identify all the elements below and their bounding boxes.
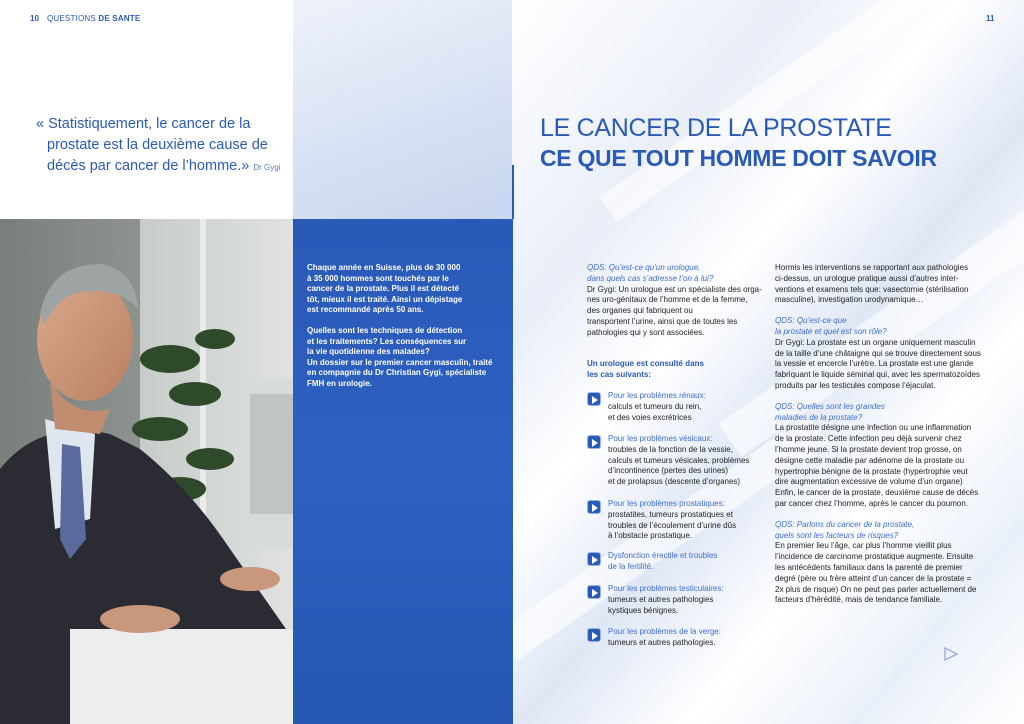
play-icon (587, 628, 601, 642)
section-name: DE SANTE (98, 14, 141, 23)
case-item-erectile (587, 551, 767, 573)
item-body: et de prolapsus (descente d’organes) (608, 477, 741, 487)
answer-line: produits par les testicules compose l’éjaculat. (775, 380, 936, 390)
question-line: quels sont les facteurs de risques? (775, 530, 899, 540)
answer-line: Hormis les interventions se rapportant aux pathologies (775, 263, 968, 272)
intro-line: et les traitements? Les conséquences sur (307, 336, 467, 346)
case-item-penis (587, 627, 767, 649)
answer-line: degré (père ou frère atteint d’un cancer de la prostate = (775, 573, 972, 583)
quote-line-1: « Statistiquement, le cancer de la (36, 116, 251, 132)
quote-line-3-text: décès par cancer de l’homme.» (47, 158, 250, 174)
question-line: QDS: Qu’est-ce qu’un urologue, (587, 263, 701, 272)
intro-line: cancer de la prostate. Plus il est détecté (307, 284, 460, 294)
intro-line: la vie quotidienne des malades? (307, 347, 430, 357)
item-label: Pour les problèmes vésicaux: (608, 434, 713, 443)
item-label: Pour les problèmes de la verge: (608, 627, 721, 636)
answer-line: dire augmentation excessive de volume d’un organe) (775, 477, 963, 487)
intro-line: en compagnie du Dr Christian Gygi, spécialiste (307, 368, 487, 378)
right-page-number: 11 (986, 14, 995, 23)
answer-line: fabriquant le liquide séminal qui, avec les spermatozoïdes (775, 370, 981, 380)
left-page-number: 10 (30, 14, 39, 23)
answer-line: Dr Gygi: Un urologue est un spécialiste des orga- (587, 284, 762, 294)
question-line: la prostate et quel est son rôle? (775, 326, 887, 336)
item-label: Pour les problèmes prostatiques: (608, 499, 725, 508)
pull-quote (36, 114, 281, 178)
article-subtitle: CE QUE TOUT HOMME DOIT SAVOIR (540, 145, 937, 171)
answer-line: ventions et examens tels que: vasectomie (stérilisation (775, 284, 969, 294)
item-body: calculs et tumeurs vésicales, problèmes (608, 455, 750, 465)
article-title: LE CANCER DE LA PROSTATE (540, 114, 892, 142)
question-line: dans quels cas s’adresse t’on à lui? (587, 273, 714, 283)
play-icon (587, 392, 601, 406)
case-item-testicular (587, 584, 767, 616)
item-body: troubles de l’écoulement d’urine dûs (608, 520, 737, 530)
play-icon (587, 552, 601, 566)
subhead-line: Un urologue est consulté dans (587, 359, 704, 368)
question-line: maladies de la prostate? (775, 412, 863, 422)
left-page-background (0, 0, 293, 218)
qa-risk-factors (775, 520, 1005, 606)
case-item-bladder (587, 434, 767, 488)
play-icon (587, 500, 601, 514)
answer-line: 2x plus de risque) On ne peut pas parler actuellement de (775, 584, 977, 594)
answer-line: La prostatite désigne une infection ou une inflammation (775, 423, 972, 433)
quote-line-2: prostate est la deuxième cause de (47, 137, 268, 153)
answer-line: nes uro-génitaux de l’homme et de la femme, (587, 295, 748, 305)
item-label: Pour les problèmes rénaux: (608, 391, 706, 400)
intro-text (307, 263, 507, 400)
qa-prostate-role (775, 316, 1005, 392)
answer-line: pathologies qui y sont associées. (587, 327, 705, 337)
answer-line: ci-dessus, un urologue pratique aussi d’autres inter- (775, 273, 959, 283)
column-1 (587, 263, 767, 349)
answer-line: des organes qui fabriquent ou (587, 306, 693, 316)
item-body: tumeurs et autres pathologies (608, 594, 714, 604)
item-body: calculs et tumeurs du rein, (608, 401, 702, 411)
answer-line: Enfin, le cancer de la prostate, deuxième cause de décès (775, 488, 979, 498)
subhead-line: les cas suivants: (587, 369, 652, 379)
item-label: Pour les problèmes testiculaires: (608, 584, 724, 593)
question-line: QDS: Quelles sont les grandes (775, 401, 885, 411)
item-body: kystiques bénignes. (608, 605, 679, 615)
item-body: troubles de la fonction de la vessie, (608, 444, 733, 454)
intro-line: Chaque année en Suisse, plus de 30 000 (307, 263, 461, 272)
running-header (47, 14, 140, 23)
answer-line: par cancer chez l’homme, après le cancer du poumon. (775, 498, 968, 508)
answer-line: de la prostate. Cette infection peu déjà survenir chez (775, 434, 962, 444)
intro-paragraph-2 (307, 326, 507, 390)
question-line: QDS: Qu’est-ce que (775, 316, 847, 326)
answer-line: hypertrophie bénigne de la prostate (hypertrophie veut (775, 466, 968, 476)
intro-line: Quelles sont les techniques de détection (307, 325, 463, 335)
answer-line: les antécédents familiaux dans la parenté de premier (775, 562, 963, 572)
title-accent-bar (512, 165, 514, 219)
interventions-paragraph (775, 263, 1005, 306)
section-prefix: QUESTIONS (47, 14, 96, 23)
case-item-kidney (587, 391, 767, 423)
case-item-prostate (587, 499, 767, 542)
answer-line: désigne cette maladie par adénome de la prostate ou (775, 455, 965, 465)
answer-line: masculine), investigation urodynamique… (775, 295, 924, 305)
item-label: de la fertilité. (608, 561, 654, 571)
answer-line: facteurs d’hérédité, mais de tendance familiale. (775, 595, 943, 605)
intro-line: Un dossier sur le premier cancer masculin, traité (307, 357, 493, 367)
answer-line: l’incidence de carcinome prostatique augmente. Ensuite (775, 552, 974, 562)
qa-prostate-diseases (775, 402, 1005, 510)
answer-line: la vessie et encercle l’urètre. La prostate est une glande (775, 359, 974, 369)
answer-line: l’homme jeune. Si la prostate devient trop grosse, on (775, 444, 962, 454)
item-body: prostatites, tumeurs prostatiques et (608, 509, 733, 519)
answer-line: Dr Gygi: La prostate est un organe uniquement masculin (775, 337, 976, 347)
qa-urologist (587, 263, 767, 339)
question-line: QDS: Parlons du cancer de la prostate, (775, 519, 915, 529)
play-icon (587, 435, 601, 449)
answer-line: de la taille d’une châtaigne qui se trouve directement sous (775, 348, 981, 358)
quote-attribution: Dr Gygi (253, 163, 281, 172)
item-body: à l’obstacle prostatique. (608, 531, 693, 541)
next-page-icon[interactable] (943, 647, 959, 666)
quote-line-3 (36, 156, 281, 178)
answer-line: En premier lieu l’âge, car plus l’homme vieillit plus (775, 541, 952, 551)
item-label: Dysfonction érectile et troubles (608, 551, 718, 560)
intro-paragraph-1 (307, 263, 507, 316)
intro-line: FMH en urologie. (307, 378, 372, 388)
play-icon (587, 585, 601, 599)
item-body: tumeurs et autres pathologies. (608, 637, 716, 647)
doctor-photo (0, 219, 293, 724)
cases-subhead (587, 359, 767, 381)
column-2 (775, 263, 1005, 616)
intro-line: à 35 000 hommes sont touchés par le (307, 273, 449, 283)
intro-line: est recommandé après 50 ans. (307, 305, 424, 315)
intro-line: tôt, mieux il est traité. Ainsi un dépistage (307, 294, 463, 304)
answer-line: transportent l’urine, ainsi que de toutes les (587, 316, 738, 326)
item-body: d’incontinence (pertes des urines) (608, 466, 729, 476)
item-body: et des voies excrétrices (608, 412, 692, 422)
